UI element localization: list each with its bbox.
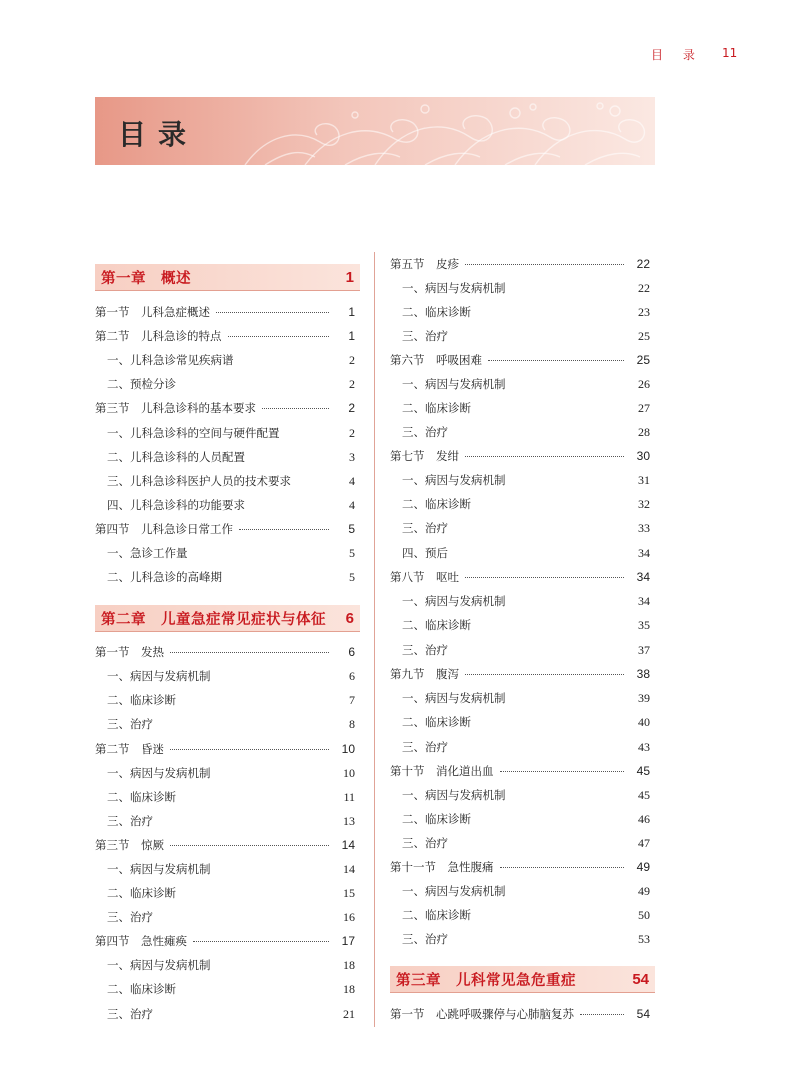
toc-section-entry[interactable] [95,519,355,539]
entry-page: 54 [636,1007,650,1021]
entry-title: 一、病因与发病机制 [107,862,211,876]
entry-page: 35 [638,618,650,632]
entry-title: 二、临床诊断 [402,497,471,511]
toc-section-entry[interactable] [390,446,650,466]
dot-leader [170,748,329,750]
column-divider [374,252,375,1027]
chapter-page: 54 [632,970,649,988]
toc-subsection-entry[interactable] [390,833,650,853]
toc-subsection-entry[interactable] [390,494,650,514]
entry-page: 40 [638,715,650,729]
toc-section-entry[interactable] [390,857,650,877]
entry-title: 二、临床诊断 [402,812,471,826]
entry-page: 5 [348,522,355,536]
entry-page: 13 [343,814,355,828]
dot-leader [239,528,329,530]
toc-section-entry[interactable] [95,398,355,418]
entry-page: 4 [349,498,355,512]
toc-subsection-entry[interactable] [95,374,355,394]
entry-title: 二、临床诊断 [107,982,176,996]
chapter-title: 第三章 儿科常见急危重症 [396,972,576,989]
entry-page: 49 [638,884,650,898]
entry-title: 二、临床诊断 [402,618,471,632]
entry-title: 第五节 皮疹 [390,257,459,271]
entry-page: 23 [638,305,650,319]
entry-title: 第三节 惊厥 [95,838,164,852]
entry-page: 5 [349,570,355,584]
entry-page: 25 [636,353,650,367]
toc-section-entry[interactable] [95,739,355,759]
entry-title: 一、病因与发病机制 [402,281,506,295]
entry-title: 第一节 儿科急症概述 [95,305,210,319]
toc-subsection-entry[interactable] [390,518,650,538]
entry-page: 2 [349,426,355,440]
entry-page: 45 [638,788,650,802]
chapter-title: 第二章 儿童急症常见症状与体征 [101,611,326,628]
entry-title: 三、治疗 [402,643,448,657]
toc-subsection-entry[interactable] [390,809,650,829]
entry-page: 37 [638,643,650,657]
entry-page: 6 [349,669,355,683]
toc-subsection-entry[interactable] [95,859,355,879]
entry-page: 8 [349,717,355,731]
entry-title: 第二节 儿科急诊的特点 [95,329,222,343]
dot-leader [465,576,624,578]
entry-page: 1 [348,329,355,343]
toc-subsection-entry[interactable] [95,543,355,563]
entry-title: 二、临床诊断 [402,305,471,319]
toc-subsection-entry[interactable] [390,640,650,660]
entry-page: 33 [638,521,650,535]
entry-title: 三、治疗 [402,521,448,535]
dot-leader [170,844,329,846]
entry-page: 17 [341,934,355,948]
toc-subsection-entry[interactable] [95,690,355,710]
chapter-underline [390,992,655,993]
dot-leader [216,311,329,313]
entry-page: 25 [638,329,650,343]
toc-subsection-entry[interactable] [95,350,355,370]
entry-title: 四、预后 [402,546,448,560]
dot-leader [228,335,330,337]
chapter-title: 第一章 概述 [101,270,191,287]
entry-page: 11 [343,790,355,804]
entry-page: 32 [638,497,650,511]
entry-page: 22 [636,257,650,271]
toc-section-entry[interactable] [95,835,355,855]
entry-title: 一、病因与发病机制 [107,669,211,683]
entry-page: 21 [343,1007,355,1021]
toc-subsection-entry[interactable] [390,543,650,563]
entry-title: 三、治疗 [107,910,153,924]
toc-subsection-entry[interactable] [390,278,650,298]
toc-subsection-entry[interactable] [95,567,355,587]
entry-title: 第七节 发绀 [390,449,459,463]
entry-page: 47 [638,836,650,850]
toc-subsection-entry[interactable] [95,763,355,783]
toc-subsection-entry[interactable] [390,929,650,949]
entry-page: 3 [349,450,355,464]
entry-page: 14 [341,838,355,852]
entry-title: 第四节 儿科急诊日常工作 [95,522,233,536]
entry-title: 第二节 昏迷 [95,742,164,756]
entry-title: 第三节 儿科急诊科的基本要求 [95,401,256,415]
toc-subsection-entry[interactable] [95,787,355,807]
entry-page: 16 [343,910,355,924]
entry-title: 三、治疗 [402,740,448,754]
entry-page: 27 [638,401,650,415]
entry-title: 二、儿科急诊的高峰期 [107,570,222,584]
toc-subsection-entry[interactable] [390,591,650,611]
toc-section-entry[interactable] [390,567,650,587]
dot-leader [465,673,624,675]
entry-title: 第一节 发热 [95,645,164,659]
entry-title: 二、临床诊断 [402,401,471,415]
entry-title: 三、治疗 [402,932,448,946]
entry-page: 18 [343,982,355,996]
toc-chapter-entry[interactable] [95,264,360,290]
running-header [651,46,751,64]
entry-page: 46 [638,812,650,826]
entry-title: 第十一节 急性腹痛 [390,860,494,874]
running-header-label: 目 录 [651,48,703,62]
entry-page: 10 [343,766,355,780]
toc-section-entry[interactable] [95,302,355,322]
entry-title: 三、治疗 [107,1007,153,1021]
entry-title: 一、病因与发病机制 [107,958,211,972]
toc-section-entry[interactable] [95,326,355,346]
entry-page: 6 [348,645,355,659]
toc-section-entry[interactable] [390,254,650,274]
toc-subsection-entry[interactable] [390,905,650,925]
dot-leader [262,407,329,409]
dot-leader [170,651,329,653]
entry-page: 39 [638,691,650,705]
toc-subsection-entry[interactable] [95,714,355,734]
entry-title: 二、临床诊断 [107,886,176,900]
entry-title: 三、治疗 [402,425,448,439]
entry-page: 26 [638,377,650,391]
chapter-underline [95,290,360,291]
toc-subsection-entry[interactable] [390,737,650,757]
entry-title: 四、儿科急诊科的功能要求 [107,498,245,512]
entry-page: 2 [349,353,355,367]
entry-title: 第六节 呼吸困难 [390,353,482,367]
entry-title: 一、病因与发病机制 [402,788,506,802]
entry-title: 第十节 消化道出血 [390,764,494,778]
toc-subsection-entry[interactable] [390,688,650,708]
entry-title: 一、病因与发病机制 [402,691,506,705]
entry-page: 1 [348,305,355,319]
entry-title: 第九节 腹泻 [390,667,459,681]
entry-title: 二、临床诊断 [402,908,471,922]
toc-banner [95,97,655,165]
entry-page: 28 [638,425,650,439]
toc-subsection-entry[interactable] [95,811,355,831]
entry-title: 三、治疗 [107,717,153,731]
toc-subsection-entry[interactable] [95,1004,355,1024]
entry-page: 53 [638,932,650,946]
entry-title: 第一节 心跳呼吸骤停与心肺脑复苏 [390,1007,574,1021]
toc-subsection-entry[interactable] [390,881,650,901]
entry-title: 三、儿科急诊科医护人员的技术要求 [107,474,291,488]
toc-subsection-entry[interactable] [390,785,650,805]
entry-page: 10 [341,742,355,756]
dot-leader [580,1013,624,1015]
entry-page: 31 [638,473,650,487]
chapter-underline [95,631,360,632]
toc-section-entry[interactable] [95,931,355,951]
entry-page: 50 [638,908,650,922]
entry-page: 34 [638,594,650,608]
entry-page: 34 [636,570,650,584]
toc-subsection-entry[interactable] [390,374,650,394]
entry-title: 一、病因与发病机制 [402,594,506,608]
entry-page: 5 [349,546,355,560]
toc-section-entry[interactable] [390,664,650,684]
entry-title: 三、治疗 [402,836,448,850]
toc-subsection-entry[interactable] [95,447,355,467]
page-number: 11 [722,46,738,60]
entry-title: 一、病因与发病机制 [402,377,506,391]
toc-subsection-entry[interactable] [390,615,650,635]
toc-title: 目录 [118,118,199,151]
entry-title: 二、儿科急诊科的人员配置 [107,450,245,464]
dot-leader [500,770,625,772]
entry-title: 一、儿科急诊常见疾病谱 [107,353,234,367]
entry-page: 22 [638,281,650,295]
entry-title: 二、临床诊断 [107,790,176,804]
entry-title: 二、预检分诊 [107,377,176,391]
toc-subsection-entry[interactable] [95,907,355,927]
toc-section-entry[interactable] [95,642,355,662]
chapter-page: 6 [345,609,354,627]
dot-leader [465,263,624,265]
toc-subsection-entry[interactable] [390,470,650,490]
entry-page: 49 [636,860,650,874]
toc-section-entry[interactable] [390,761,650,781]
dot-leader [193,940,329,942]
entry-page: 45 [636,764,650,778]
toc-subsection-entry[interactable] [390,422,650,442]
entry-page: 15 [343,886,355,900]
entry-title: 一、病因与发病机制 [402,473,506,487]
toc-subsection-entry[interactable] [95,883,355,903]
chapter-page: 1 [345,268,354,286]
toc-subsection-entry[interactable] [95,666,355,686]
entry-title: 三、治疗 [402,329,448,343]
entry-title: 三、治疗 [107,814,153,828]
entry-title: 第八节 呕吐 [390,570,459,584]
entry-title: 一、病因与发病机制 [402,884,506,898]
toc-subsection-entry[interactable] [95,471,355,491]
entry-page: 7 [349,693,355,707]
entry-page: 30 [636,449,650,463]
dot-leader [488,359,624,361]
entry-title: 二、临床诊断 [402,715,471,729]
toc-section-entry[interactable] [390,1004,650,1024]
entry-page: 43 [638,740,650,754]
toc-section-entry[interactable] [390,350,650,370]
toc-subsection-entry[interactable] [390,712,650,732]
entry-title: 一、病因与发病机制 [107,766,211,780]
dot-leader [465,455,624,457]
toc-subsection-entry[interactable] [95,495,355,515]
entry-page: 14 [343,862,355,876]
entry-page: 34 [638,546,650,560]
toc-chapter-entry[interactable] [95,605,360,631]
entry-title: 第四节 急性瘫痪 [95,934,187,948]
toc-subsection-entry[interactable] [95,955,355,975]
entry-page: 38 [636,667,650,681]
toc-subsection-entry[interactable] [390,398,650,418]
entry-page: 18 [343,958,355,972]
entry-page: 2 [348,401,355,415]
dot-leader [500,866,625,868]
entry-title: 一、儿科急诊科的空间与硬件配置 [107,426,280,440]
toc-subsection-entry[interactable] [95,423,355,443]
toc-subsection-entry[interactable] [95,979,355,999]
entry-title: 二、临床诊断 [107,693,176,707]
toc-chapter-entry[interactable] [390,966,655,992]
entry-page: 2 [349,377,355,391]
toc-subsection-entry[interactable] [390,302,650,322]
toc-subsection-entry[interactable] [390,326,650,346]
entry-page: 4 [349,474,355,488]
entry-title: 一、急诊工作量 [107,546,188,560]
